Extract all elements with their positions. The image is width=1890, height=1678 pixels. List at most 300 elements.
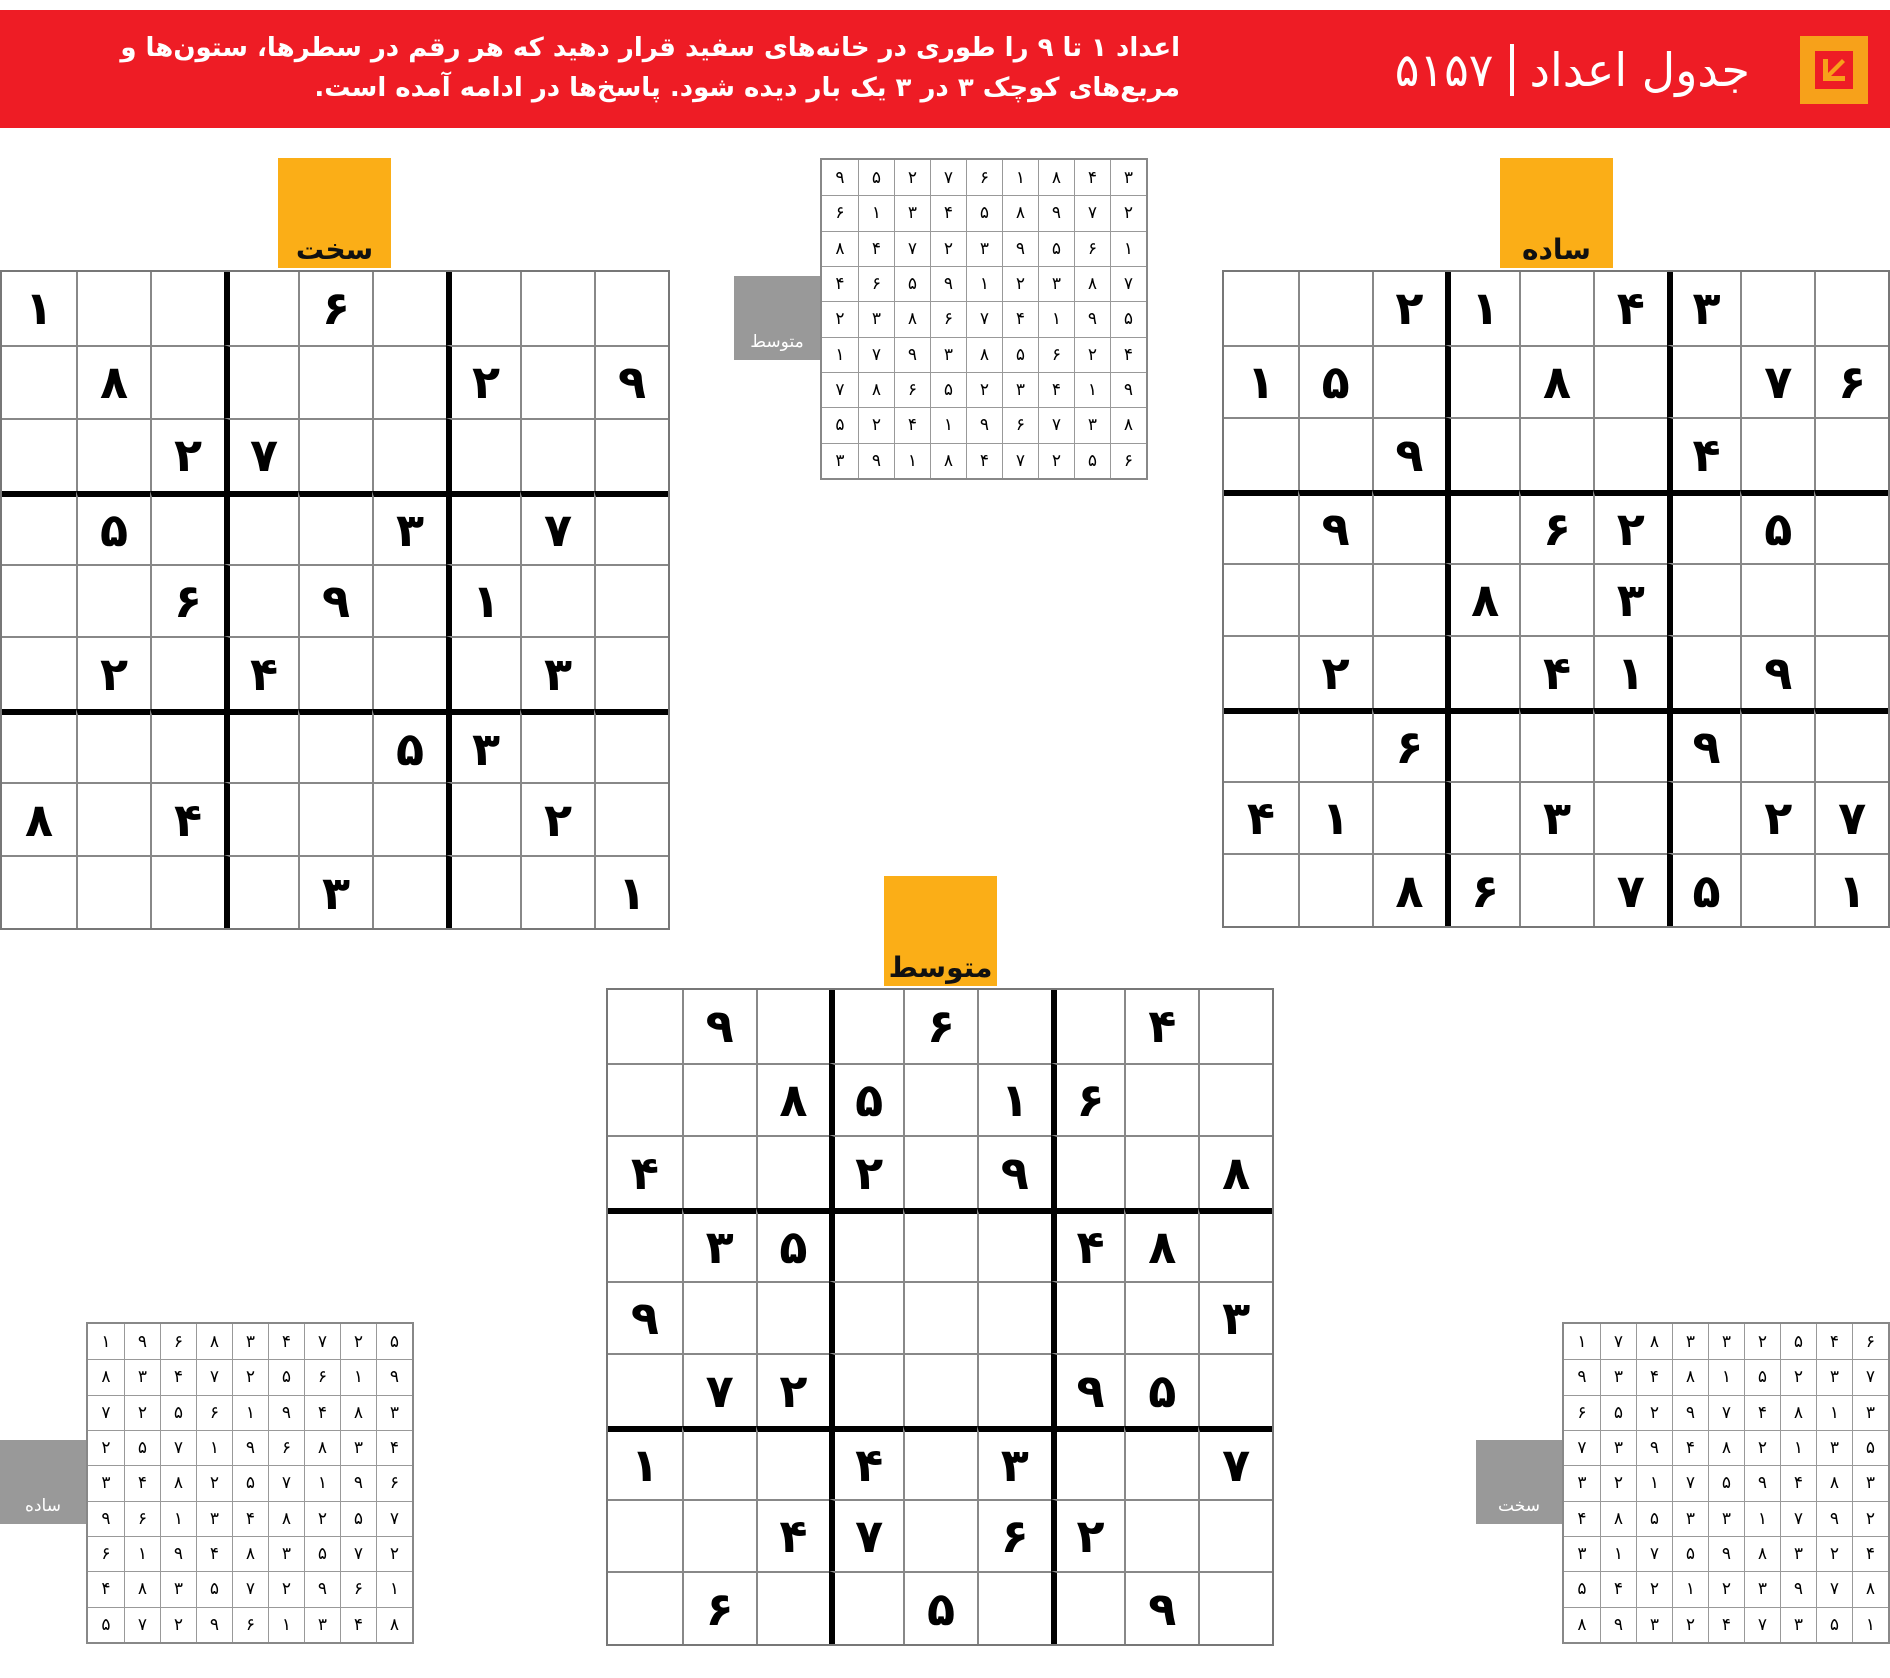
grid-cell[interactable]: ۹ — [977, 1135, 1051, 1208]
grid-cell[interactable]: ۲ — [829, 1135, 903, 1208]
grid-cell[interactable] — [1051, 1571, 1125, 1644]
grid-cell[interactable] — [1519, 708, 1593, 781]
grid-cell: ۷ — [268, 1465, 304, 1500]
grid-cell[interactable] — [1814, 708, 1888, 781]
grid-cell: ۷ — [1564, 1430, 1600, 1465]
grid-cell[interactable] — [1198, 1571, 1272, 1644]
grid-cell[interactable] — [594, 636, 668, 709]
grid-cell[interactable] — [372, 272, 446, 345]
grid-cell: ۹ — [1110, 372, 1146, 407]
grid-cell: ۶ — [88, 1536, 124, 1571]
grid-cell[interactable]: ۷ — [1814, 781, 1888, 854]
grid-cell[interactable] — [2, 564, 76, 637]
grid-cell[interactable] — [298, 491, 372, 564]
grid-cell[interactable]: ۷ — [224, 418, 298, 491]
grid-cell[interactable] — [298, 709, 372, 782]
grid-cell[interactable] — [2, 491, 76, 564]
grid-cell[interactable] — [608, 1571, 682, 1644]
grid-cell[interactable]: ۵ — [76, 491, 150, 564]
grid-cell[interactable] — [76, 709, 150, 782]
grid-cell[interactable] — [1224, 272, 1298, 345]
grid-cell: ۱ — [1636, 1465, 1672, 1500]
grid-cell[interactable] — [150, 345, 224, 418]
grid-cell[interactable] — [682, 1281, 756, 1354]
grid-cell[interactable] — [298, 636, 372, 709]
grid-cell[interactable] — [1667, 345, 1741, 418]
grid-cell[interactable] — [594, 491, 668, 564]
grid-cell[interactable] — [1298, 272, 1372, 345]
grid-cell: ۳ — [1672, 1324, 1708, 1359]
grid-cell[interactable] — [829, 1571, 903, 1644]
grid-cell: ۴ — [304, 1395, 340, 1430]
grid-cell: ۹ — [1002, 231, 1038, 266]
grid-cell[interactable]: ۸ — [1198, 1135, 1272, 1208]
grid-cell[interactable]: ۲ — [756, 1353, 830, 1426]
grid-cell[interactable] — [224, 855, 298, 928]
grid-cell[interactable] — [1198, 1499, 1272, 1572]
grid-cell[interactable]: ۹ — [1124, 1571, 1198, 1644]
grid-cell[interactable] — [594, 564, 668, 637]
grid-cell: ۱ — [1708, 1359, 1744, 1394]
grid-cell[interactable] — [977, 1571, 1051, 1644]
grid-cell[interactable]: ۸ — [2, 782, 76, 855]
grid-cell[interactable]: ۶ — [150, 564, 224, 637]
grid-cell[interactable] — [372, 782, 446, 855]
grid-cell[interactable] — [682, 1426, 756, 1499]
grid-cell[interactable] — [1519, 853, 1593, 926]
grid-cell[interactable] — [520, 345, 594, 418]
grid-cell[interactable] — [608, 1353, 682, 1426]
grid-cell[interactable]: ۶ — [1445, 853, 1519, 926]
grid-cell[interactable] — [76, 418, 150, 491]
grid-cell[interactable] — [1445, 490, 1519, 563]
grid-cell[interactable]: ۳ — [1519, 781, 1593, 854]
grid-cell: ۵ — [894, 266, 930, 301]
grid-cell[interactable] — [977, 1208, 1051, 1281]
grid-cell[interactable] — [520, 564, 594, 637]
grid-cell[interactable] — [372, 564, 446, 637]
grid-cell[interactable]: ۹ — [608, 1281, 682, 1354]
grid-cell: ۲ — [232, 1359, 268, 1394]
grid-cell[interactable] — [1740, 853, 1814, 926]
grid-cell[interactable]: ۵ — [756, 1208, 830, 1281]
grid-cell[interactable]: ۶ — [682, 1571, 756, 1644]
grid-cell[interactable]: ۴ — [1593, 272, 1667, 345]
grid-cell[interactable] — [594, 418, 668, 491]
grid-cell[interactable] — [756, 990, 830, 1063]
grid-cell: ۳ — [1002, 372, 1038, 407]
grid-cell[interactable] — [76, 564, 150, 637]
grid-cell[interactable] — [2, 709, 76, 782]
grid-cell[interactable] — [594, 709, 668, 782]
grid-cell[interactable] — [2, 345, 76, 418]
grid-cell[interactable] — [903, 1208, 977, 1281]
grid-cell[interactable]: ۳ — [446, 709, 520, 782]
grid-cell[interactable]: ۶ — [977, 1499, 1051, 1572]
grid-cell: ۷ — [966, 301, 1002, 336]
grid-cell[interactable]: ۱ — [608, 1426, 682, 1499]
grid-cell[interactable] — [150, 491, 224, 564]
grid-cell[interactable] — [1372, 563, 1446, 636]
grid-cell: ۵ — [1002, 337, 1038, 372]
grid-cell[interactable]: ۷ — [1740, 345, 1814, 418]
grid-cell[interactable] — [446, 272, 520, 345]
grid-cell[interactable] — [756, 1135, 830, 1208]
grid-cell[interactable]: ۲ — [1593, 490, 1667, 563]
grid-cell[interactable] — [977, 1281, 1051, 1354]
arrow-icon — [1815, 51, 1853, 89]
grid-cell[interactable]: ۳ — [520, 636, 594, 709]
grid-cell[interactable]: ۴ — [608, 1135, 682, 1208]
grid-cell[interactable] — [1593, 781, 1667, 854]
grid-cell[interactable] — [903, 1426, 977, 1499]
grid-cell[interactable] — [608, 990, 682, 1063]
grid-cell[interactable]: ۵ — [1667, 853, 1741, 926]
grid-cell: ۷ — [1816, 1571, 1852, 1606]
grid-cell: ۱ — [196, 1430, 232, 1465]
grid-cell[interactable]: ۱ — [977, 1063, 1051, 1136]
grid-cell[interactable] — [756, 1281, 830, 1354]
grid-cell[interactable] — [224, 491, 298, 564]
grid-cell[interactable] — [756, 1571, 830, 1644]
grid-cell[interactable]: ۷ — [1593, 853, 1667, 926]
grid-cell[interactable]: ۶ — [903, 990, 977, 1063]
grid-cell[interactable]: ۳ — [1593, 563, 1667, 636]
grid-cell[interactable]: ۴ — [1519, 635, 1593, 708]
grid-cell: ۹ — [858, 443, 894, 478]
grid-cell: ۵ — [1636, 1501, 1672, 1536]
grid-cell: ۱ — [1110, 231, 1146, 266]
grid-cell[interactable] — [1519, 272, 1593, 345]
grid-cell[interactable]: ۸ — [76, 345, 150, 418]
grid-cell[interactable]: ۴ — [1124, 990, 1198, 1063]
grid-cell: ۷ — [124, 1607, 160, 1642]
grid-cell[interactable] — [829, 1353, 903, 1426]
grid-cell[interactable] — [903, 1135, 977, 1208]
grid-cell[interactable] — [1372, 635, 1446, 708]
grid-cell[interactable] — [682, 1135, 756, 1208]
medium-puzzle-grid — [606, 988, 1274, 1646]
grid-cell[interactable] — [1124, 1135, 1198, 1208]
grid-cell[interactable] — [298, 345, 372, 418]
grid-cell: ۷ — [160, 1430, 196, 1465]
grid-cell[interactable] — [372, 855, 446, 928]
grid-cell[interactable] — [1593, 345, 1667, 418]
grid-cell[interactable]: ۴ — [224, 636, 298, 709]
grid-cell[interactable]: ۱ — [1298, 781, 1372, 854]
grid-cell[interactable] — [1224, 417, 1298, 490]
grid-cell[interactable] — [594, 272, 668, 345]
grid-cell[interactable] — [903, 1063, 977, 1136]
grid-cell: ۱ — [930, 407, 966, 442]
grid-cell: ۳ — [1816, 1359, 1852, 1394]
grid-cell[interactable] — [1740, 417, 1814, 490]
grid-cell[interactable] — [224, 709, 298, 782]
grid-cell[interactable] — [903, 1499, 977, 1572]
grid-cell[interactable] — [829, 990, 903, 1063]
grid-cell[interactable] — [520, 855, 594, 928]
grid-cell[interactable]: ۹ — [1051, 1353, 1125, 1426]
grid-cell[interactable] — [1224, 708, 1298, 781]
grid-cell[interactable] — [1372, 490, 1446, 563]
grid-cell[interactable]: ۷ — [520, 491, 594, 564]
grid-cell: ۸ — [822, 231, 858, 266]
grid-cell[interactable]: ۹ — [1667, 708, 1741, 781]
grid-cell: ۲ — [1074, 337, 1110, 372]
grid-cell[interactable] — [1224, 635, 1298, 708]
grid-cell[interactable]: ۱ — [1224, 345, 1298, 418]
grid-cell[interactable]: ۸ — [756, 1063, 830, 1136]
grid-cell[interactable] — [608, 1063, 682, 1136]
grid-cell[interactable] — [594, 782, 668, 855]
grid-cell[interactable] — [829, 1281, 903, 1354]
grid-cell[interactable] — [1593, 417, 1667, 490]
grid-cell[interactable]: ۸ — [1445, 563, 1519, 636]
grid-cell[interactable] — [1740, 708, 1814, 781]
grid-cell: ۵ — [1564, 1571, 1600, 1606]
grid-cell[interactable]: ۷ — [682, 1353, 756, 1426]
grid-cell[interactable]: ۲ — [1298, 635, 1372, 708]
grid-cell[interactable] — [1814, 563, 1888, 636]
grid-cell[interactable]: ۳ — [977, 1426, 1051, 1499]
grid-cell[interactable] — [903, 1281, 977, 1354]
grid-cell[interactable] — [520, 709, 594, 782]
grid-cell: ۶ — [1564, 1395, 1600, 1430]
grid-cell: ۳ — [160, 1571, 196, 1606]
grid-cell[interactable] — [224, 782, 298, 855]
grid-cell[interactable]: ۱ — [1593, 635, 1667, 708]
grid-cell[interactable]: ۶ — [1814, 345, 1888, 418]
grid-cell[interactable]: ۶ — [298, 272, 372, 345]
grid-cell[interactable] — [829, 1208, 903, 1281]
grid-cell[interactable]: ۵ — [903, 1571, 977, 1644]
grid-cell[interactable]: ۹ — [1298, 490, 1372, 563]
grid-cell[interactable] — [1667, 563, 1741, 636]
grid-cell: ۵ — [822, 407, 858, 442]
grid-cell[interactable] — [372, 636, 446, 709]
grid-cell: ۱ — [1074, 372, 1110, 407]
grid-cell: ۲ — [1744, 1324, 1780, 1359]
grid-cell[interactable] — [2, 636, 76, 709]
grid-cell[interactable]: ۵ — [829, 1063, 903, 1136]
grid-cell[interactable]: ۳ — [372, 491, 446, 564]
grid-cell[interactable] — [520, 272, 594, 345]
grid-cell[interactable] — [1445, 345, 1519, 418]
grid-cell[interactable]: ۸ — [1124, 1208, 1198, 1281]
grid-cell[interactable] — [1198, 990, 1272, 1063]
grid-cell[interactable]: ۶ — [1051, 1063, 1125, 1136]
grid-cell[interactable] — [977, 1353, 1051, 1426]
grid-cell[interactable] — [1198, 1353, 1272, 1426]
grid-cell: ۷ — [1780, 1501, 1816, 1536]
grid-cell[interactable]: ۲ — [150, 418, 224, 491]
grid-cell[interactable] — [76, 272, 150, 345]
grid-cell[interactable] — [76, 855, 150, 928]
grid-cell: ۸ — [1672, 1359, 1708, 1394]
grid-cell[interactable]: ۵ — [1124, 1353, 1198, 1426]
grid-cell[interactable]: ۷ — [1198, 1426, 1272, 1499]
grid-cell[interactable] — [1298, 417, 1372, 490]
grid-cell[interactable] — [1224, 853, 1298, 926]
grid-cell[interactable]: ۵ — [1740, 490, 1814, 563]
grid-cell[interactable]: ۴ — [1051, 1208, 1125, 1281]
grid-cell[interactable] — [372, 418, 446, 491]
grid-cell: ۱ — [232, 1395, 268, 1430]
grid-cell[interactable] — [446, 418, 520, 491]
grid-cell[interactable]: ۴ — [1667, 417, 1741, 490]
grid-cell[interactable]: ۲ — [1740, 781, 1814, 854]
grid-cell[interactable]: ۲ — [1372, 272, 1446, 345]
grid-cell: ۳ — [1852, 1465, 1888, 1500]
grid-cell[interactable] — [1051, 990, 1125, 1063]
grid-cell[interactable]: ۳ — [298, 855, 372, 928]
grid-cell[interactable] — [1051, 1281, 1125, 1354]
grid-cell[interactable] — [1445, 708, 1519, 781]
grid-cell[interactable]: ۱ — [1814, 853, 1888, 926]
grid-cell[interactable] — [2, 855, 76, 928]
grid-cell: ۴ — [966, 443, 1002, 478]
grid-cell[interactable] — [224, 564, 298, 637]
grid-cell[interactable] — [903, 1353, 977, 1426]
grid-cell: ۴ — [124, 1465, 160, 1500]
grid-cell[interactable] — [1124, 1499, 1198, 1572]
grid-cell[interactable]: ۸ — [1372, 853, 1446, 926]
grid-cell: ۹ — [1672, 1395, 1708, 1430]
grid-cell[interactable]: ۱ — [594, 855, 668, 928]
grid-cell[interactable] — [446, 855, 520, 928]
grid-cell[interactable]: ۴ — [756, 1499, 830, 1572]
grid-cell: ۴ — [1074, 160, 1110, 195]
grid-cell[interactable] — [1198, 1208, 1272, 1281]
grid-cell[interactable] — [150, 709, 224, 782]
grid-cell[interactable] — [1372, 345, 1446, 418]
grid-cell[interactable] — [1519, 563, 1593, 636]
grid-cell: ۷ — [88, 1395, 124, 1430]
grid-cell[interactable] — [1198, 1063, 1272, 1136]
grid-cell[interactable]: ۶ — [1372, 708, 1446, 781]
grid-cell: ۴ — [1816, 1324, 1852, 1359]
grid-cell[interactable]: ۴ — [829, 1426, 903, 1499]
grid-cell[interactable] — [224, 272, 298, 345]
grid-cell[interactable] — [1445, 635, 1519, 708]
grid-cell[interactable] — [1667, 635, 1741, 708]
grid-cell[interactable]: ۳ — [1198, 1281, 1272, 1354]
grid-cell[interactable] — [1298, 853, 1372, 926]
grid-cell[interactable]: ۱ — [24, 281, 54, 336]
grid-cell[interactable] — [756, 1426, 830, 1499]
grid-cell[interactable] — [1445, 417, 1519, 490]
grid-cell[interactable] — [1224, 563, 1298, 636]
grid-cell[interactable] — [682, 1063, 756, 1136]
grid-cell[interactable]: ۹ — [682, 990, 756, 1063]
grid-cell[interactable] — [224, 345, 298, 418]
grid-cell[interactable]: ۲ — [76, 636, 150, 709]
grid-cell[interactable]: ۵ — [372, 709, 446, 782]
grid-cell[interactable] — [1740, 563, 1814, 636]
grid-cell: ۵ — [1852, 1430, 1888, 1465]
grid-cell: ۸ — [1708, 1430, 1744, 1465]
grid-cell[interactable] — [150, 855, 224, 928]
grid-cell: ۹ — [1564, 1359, 1600, 1394]
grid-cell[interactable] — [372, 345, 446, 418]
grid-cell: ۹ — [232, 1430, 268, 1465]
grid-cell: ۹ — [1816, 1501, 1852, 1536]
grid-cell[interactable] — [1519, 417, 1593, 490]
grid-cell[interactable] — [298, 418, 372, 491]
grid-cell[interactable] — [608, 1499, 682, 1572]
grid-cell[interactable]: ۷ — [829, 1499, 903, 1572]
grid-cell[interactable] — [1814, 272, 1888, 345]
grid-cell[interactable] — [1124, 1063, 1198, 1136]
grid-cell[interactable] — [1667, 490, 1741, 563]
grid-cell[interactable] — [1051, 1135, 1125, 1208]
grid-cell[interactable]: ۱ — [1445, 272, 1519, 345]
grid-cell[interactable]: ۶ — [1519, 490, 1593, 563]
grid-cell[interactable] — [520, 418, 594, 491]
grid-cell[interactable] — [1593, 708, 1667, 781]
grid-cell[interactable] — [76, 782, 150, 855]
grid-cell[interactable]: ۹ — [1740, 635, 1814, 708]
grid-cell[interactable]: ۲ — [446, 345, 520, 418]
grid-cell[interactable]: ۹ — [1372, 417, 1446, 490]
grid-cell[interactable] — [1814, 635, 1888, 708]
grid-cell[interactable] — [446, 491, 520, 564]
grid-cell: ۳ — [232, 1324, 268, 1359]
grid-cell[interactable] — [1445, 781, 1519, 854]
grid-cell[interactable]: ۴ — [150, 782, 224, 855]
grid-cell[interactable]: ۲ — [520, 782, 594, 855]
grid-cell[interactable]: ۵ — [1298, 345, 1372, 418]
grid-cell[interactable]: ۳ — [1667, 272, 1741, 345]
grid-cell: ۷ — [858, 337, 894, 372]
grid-cell[interactable] — [608, 1208, 682, 1281]
grid-cell[interactable] — [1372, 781, 1446, 854]
grid-cell[interactable] — [446, 636, 520, 709]
grid-cell[interactable] — [1124, 1426, 1198, 1499]
grid-cell[interactable] — [977, 990, 1051, 1063]
grid-cell[interactable]: ۹ — [594, 345, 668, 418]
grid-cell[interactable] — [1051, 1426, 1125, 1499]
grid-cell[interactable] — [150, 636, 224, 709]
grid-cell[interactable] — [1740, 272, 1814, 345]
grid-cell[interactable] — [682, 1499, 756, 1572]
grid-cell: ۷ — [894, 231, 930, 266]
grid-cell: ۲ — [1780, 1359, 1816, 1394]
grid-cell[interactable] — [1124, 1281, 1198, 1354]
grid-cell[interactable] — [298, 782, 372, 855]
grid-cell[interactable] — [150, 272, 224, 345]
grid-cell: ۲ — [124, 1395, 160, 1430]
grid-cell[interactable] — [1814, 490, 1888, 563]
page-title: جدول اعداد — [1529, 43, 1750, 97]
grid-cell[interactable]: ۱ — [446, 564, 520, 637]
grid-cell: ۷ — [1038, 407, 1074, 442]
grid-cell: ۲ — [376, 1536, 412, 1571]
grid-cell[interactable]: ۴ — [1224, 781, 1298, 854]
grid-cell[interactable] — [1814, 417, 1888, 490]
grid-cell[interactable] — [446, 782, 520, 855]
grid-cell[interactable]: ۳ — [682, 1208, 756, 1281]
grid-cell[interactable] — [1298, 563, 1372, 636]
grid-cell[interactable] — [1667, 781, 1741, 854]
grid-cell: ۶ — [822, 195, 858, 230]
grid-cell[interactable]: ۹ — [298, 564, 372, 637]
grid-cell[interactable] — [2, 418, 76, 491]
grid-cell[interactable]: ۸ — [1519, 345, 1593, 418]
grid-cell[interactable] — [1224, 490, 1298, 563]
grid-cell[interactable] — [1298, 708, 1372, 781]
grid-cell[interactable]: ۲ — [1051, 1499, 1125, 1572]
